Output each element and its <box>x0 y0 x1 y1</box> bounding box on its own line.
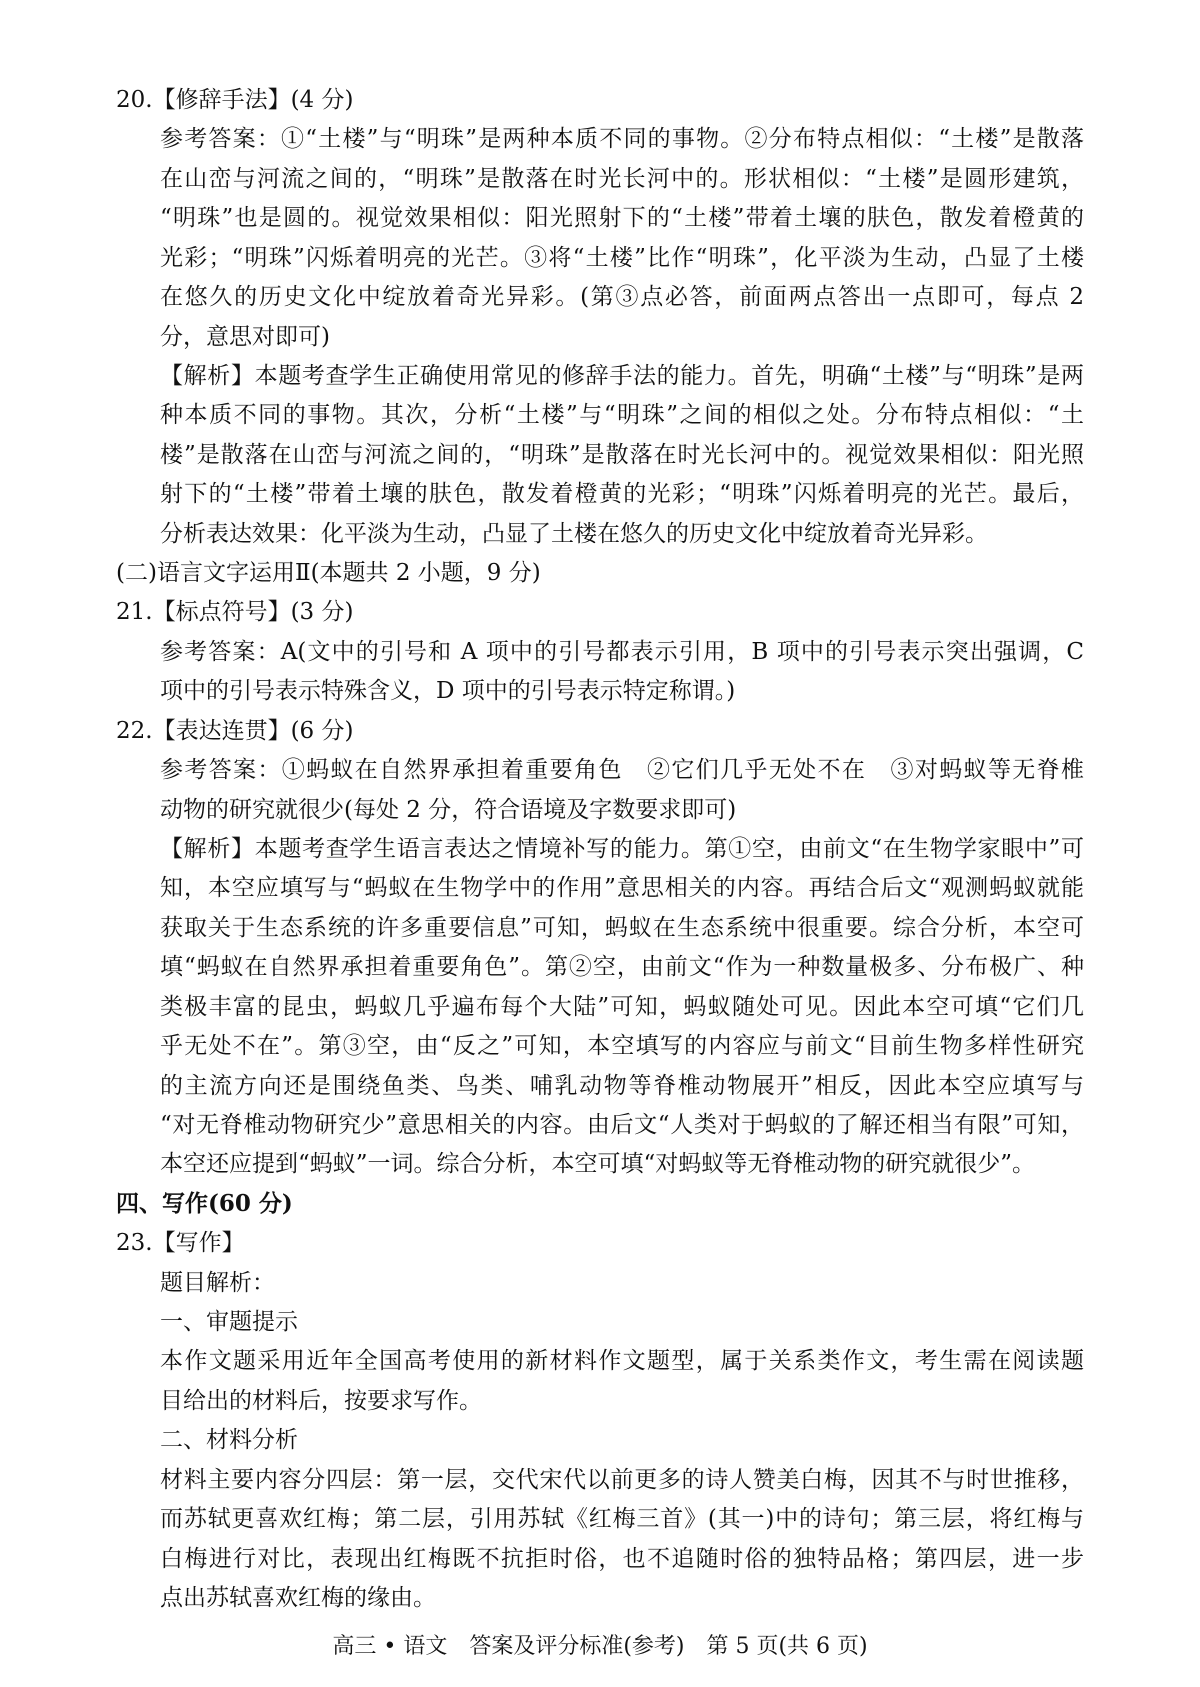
text-line: 项中的引号表示特殊含义，D 项中的引号表示特定称谓。) <box>160 678 736 705</box>
section-heading-writing: 四、写作(60 分) <box>116 1189 293 1217</box>
text-line: 参考答案：①“土楼”与“明珠”是两种本质不同的事物。②分布特点相似：“土楼”是散落 <box>160 126 1084 153</box>
text-line: 知，本空应填写与“蚂蚁在生物学中的作用”意思相关的内容。再结合后文“观测蚂蚁就能 <box>160 875 1084 902</box>
text-line: 本作文题采用近年全国高考使用的新材料作文题型，属于关系类作文，考生需在阅读题 <box>160 1348 1084 1375</box>
question-21-heading: 21.【标点符号】(3 分) <box>116 599 354 626</box>
text-line: 种本质不同的事物。其次，分析“土楼”与“明珠”之间的相似之处。分布特点相似：“土 <box>160 402 1084 429</box>
text-line: 楼”是散落在山峦与河流之间的，“明珠”是散落在时光长河中的。视觉效果相似：阳光照 <box>160 441 1084 468</box>
text-line: 【解析】本题考查学生语言表达之情境补写的能力。第①空，由前文“在生物学家眼中”可 <box>160 836 1084 862</box>
text-line: 本空还应提到“蚂蚁”一词。综合分析，本空可填“对蚂蚁等无脊椎动物的研究就很少”。 <box>160 1151 1036 1178</box>
subsection-heading: 一、审题提示 <box>160 1309 298 1336</box>
text-line: “明珠”也是圆的。视觉效果相似：阳光照射下的“土楼”带着土壤的肤色，散发着橙黄的 <box>160 205 1084 232</box>
text-line: 点出苏轼喜欢红梅的缘由。 <box>160 1585 436 1611</box>
subsection-heading: 二、材料分析 <box>160 1427 298 1454</box>
text-line: 在悠久的历史文化中绽放着奇光异彩。(第③点必答，前面两点答出一点即可，每点 2 <box>160 284 1084 311</box>
text-line: 在山峦与河流之间的，“明珠”是散落在时光长河中的。形状相似：“土楼”是圆形建筑， <box>160 165 1084 192</box>
page-footer: 高三 • 语文 答案及评分标准(参考) 第 5 页(共 6 页) <box>332 1634 868 1659</box>
section-heading: (二)语言文字运用Ⅱ(本题共 2 小题，9 分) <box>116 560 541 587</box>
text-line: 白梅进行对比，表现出红梅既不抗拒时俗，也不追随时俗的独特品格；第四层，进一步 <box>160 1545 1084 1572</box>
text-line: 目给出的材料后，按要求写作。 <box>160 1387 482 1414</box>
question-23-heading: 23.【写作】 <box>116 1230 245 1257</box>
text-line: 的主流方向还是围绕鱼类、鸟类、哺乳动物等脊椎动物展开”相反，因此本空应填写与 <box>160 1072 1084 1099</box>
text-line: 材料主要内容分四层：第一层，交代宋代以前更多的诗人赞美白梅，因其不与时世推移， <box>160 1466 1084 1493</box>
text-line: 乎无处不在”。第③空，由“反之”可知，本空填写的内容应与前文“目前生物多样性研究 <box>160 1033 1084 1060</box>
text-line: 参考答案：A(文中的引号和 A 项中的引号都表示引用，B 项中的引号表示突出强调，C <box>160 638 1084 665</box>
text-line: 分析表达效果：化平淡为生动，凸显了土楼在悠久的历史文化中绽放着奇光异彩。 <box>160 520 988 547</box>
text-line: 获取关于生态系统的许多重要信息”可知，蚂蚁在生态系统中很重要。综合分析，本空可 <box>160 914 1084 941</box>
text-line: 动物的研究就很少(每处 2 分，符合语境及字数要求即可) <box>160 796 737 823</box>
text-line: 类极丰富的昆虫，蚂蚁几乎遍布每个大陆”可知，蚂蚁随处可见。因此本空可填“它们几 <box>160 993 1084 1020</box>
text-line: 分，意思对即可) <box>160 323 330 350</box>
text-line: 光彩；“明珠”闪烁着明亮的光芒。③将“土楼”比作“明珠”，化平淡为生动，凸显了土楼 <box>160 244 1084 271</box>
text-line: 而苏轼更喜欢红梅；第二层，引用苏轼《红梅三首》(其一)中的诗句；第三层，将红梅与 <box>160 1506 1084 1533</box>
question-20-heading: 20.【修辞手法】(4 分) <box>116 87 354 113</box>
text-line: 参考答案：①蚂蚁在自然界承担着重要角色 ②它们几乎无处不在 ③对蚂蚁等无脊椎 <box>160 757 1084 784</box>
text-line: 题目解析： <box>160 1269 275 1296</box>
text-line: “对无脊椎动物研究少”意思相关的内容。由后文“人类对于蚂蚁的了解还相当有限”可知， <box>160 1111 1084 1138</box>
text-line: 【解析】本题考查学生正确使用常见的修辞手法的能力。首先，明确“土楼”与“明珠”是两 <box>160 362 1084 389</box>
text-line: 射下的“土楼”带着土壤的肤色，散发着橙黄的光彩；“明珠”闪烁着明亮的光芒。最后， <box>160 481 1084 508</box>
text-line: 填“蚂蚁在自然界承担着重要角色”。第②空，由前文“作为一种数量极多、分布极广、种 <box>160 954 1084 981</box>
question-22-heading: 22.【表达连贯】(6 分) <box>116 717 354 744</box>
